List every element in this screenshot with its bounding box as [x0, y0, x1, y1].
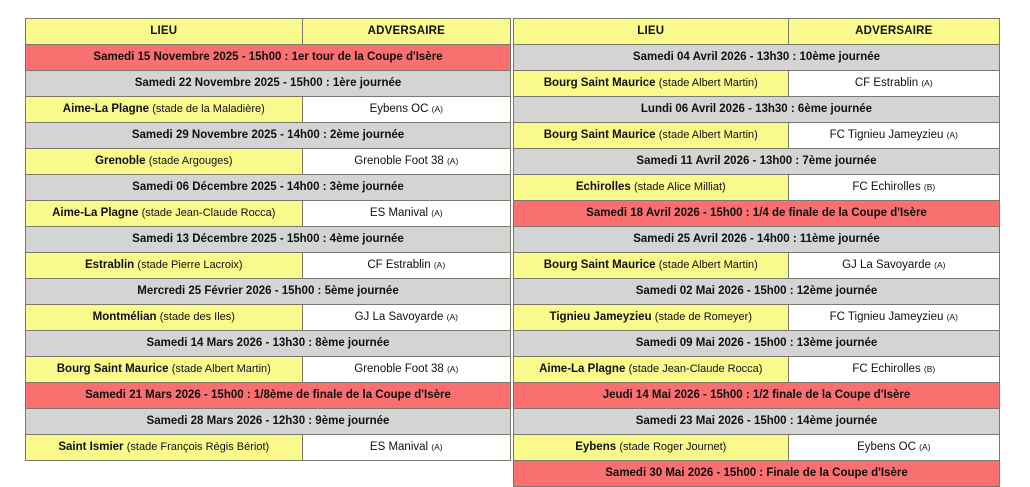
table-row	[514, 331, 1000, 357]
adversaire-name: ES Manival	[369, 441, 429, 453]
lieu-city: Bourg Saint Maurice	[56, 363, 169, 375]
adversaire-name: FC Tignieu Jameyzieu	[829, 311, 944, 323]
table-row	[26, 253, 511, 279]
table-row	[26, 305, 511, 331]
lieu-stadium: (stade François Régis Bériot)	[126, 441, 270, 453]
table-row	[514, 201, 1000, 227]
match-lieu-cell	[514, 305, 789, 331]
lieu-city: Grenoble	[95, 155, 146, 167]
column-header-adversaire: ADVERSAIRE	[788, 19, 999, 45]
table-row	[514, 71, 1000, 97]
table-row	[26, 279, 511, 305]
match-lieu-cell	[26, 201, 303, 227]
lieu-stadium: (stade Jean-Claude Rocca)	[141, 207, 276, 219]
lieu-stadium: (stade de Romeyer)	[654, 311, 753, 323]
match-lieu-cell	[26, 435, 303, 461]
journee-row: Samedi 29 Novembre 2025 - 14h00 : 2ème journée	[26, 123, 511, 149]
table-row	[514, 19, 1000, 45]
calendar-table-right	[513, 18, 1000, 487]
adversaire-team-tag: (A)	[433, 260, 446, 270]
table-row	[514, 305, 1000, 331]
lieu-city: Aime-La Plagne	[52, 207, 139, 219]
match-adversaire-cell	[302, 435, 510, 461]
adversaire-team-tag: (B)	[923, 364, 936, 374]
adversaire-name: FC Echirolles	[852, 363, 921, 375]
match-lieu-cell	[514, 435, 789, 461]
table-row	[26, 175, 511, 201]
lieu-city: Bourg Saint Maurice	[543, 259, 656, 271]
match-adversaire-cell	[302, 97, 510, 123]
adversaire-team-tag: (A)	[446, 312, 458, 322]
adversaire-team-tag: (A)	[446, 364, 459, 374]
column-header-adversaire: ADVERSAIRE	[302, 19, 510, 45]
match-lieu-cell	[514, 253, 789, 279]
match-adversaire-cell	[788, 71, 999, 97]
journee-row: Samedi 25 Avril 2026 - 14h00 : 11ème journée	[514, 227, 1000, 253]
lieu-stadium: (stade Pierre Lacroix)	[137, 259, 243, 271]
table-row	[514, 227, 1000, 253]
table-row	[514, 149, 1000, 175]
lieu-stadium: (stade des Iles)	[159, 311, 235, 323]
adversaire-team-tag: (A)	[431, 442, 443, 452]
journee-row: Samedi 22 Novembre 2025 - 15h00 : 1ère journée	[26, 71, 511, 97]
journee-row: Samedi 04 Avril 2026 - 13h30 : 10ème journée	[514, 45, 1000, 71]
table-row	[26, 331, 511, 357]
match-lieu-cell	[26, 149, 303, 175]
journee-row: Samedi 28 Mars 2026 - 12h30 : 9ème journée	[26, 409, 511, 435]
table-row	[26, 149, 511, 175]
match-adversaire-cell	[302, 253, 510, 279]
lieu-stadium: (stade Albert Martin)	[171, 363, 271, 375]
lieu-city: Echirolles	[575, 181, 631, 193]
adversaire-name: Eybens OC	[369, 103, 429, 115]
lieu-stadium: (stade Alice Milliat)	[634, 181, 726, 193]
match-adversaire-cell	[302, 201, 510, 227]
calendar-table-left	[25, 18, 511, 461]
table-row	[26, 409, 511, 435]
table-row	[26, 71, 511, 97]
adversaire-team-tag: (B)	[923, 182, 936, 192]
calendar-body-left	[26, 19, 511, 461]
adversaire-name: CF Estrablin	[854, 77, 919, 89]
match-adversaire-cell	[788, 357, 999, 383]
journee-row: Samedi 14 Mars 2026 - 13h30 : 8ème journée	[26, 331, 511, 357]
table-row	[514, 175, 1000, 201]
match-lieu-cell	[514, 123, 789, 149]
table-row	[514, 409, 1000, 435]
table-row	[26, 201, 511, 227]
adversaire-name: GJ La Savoyarde	[354, 311, 444, 323]
lieu-city: Bourg Saint Maurice	[543, 129, 656, 141]
match-lieu-cell	[26, 253, 303, 279]
lieu-city: Saint Ismier	[58, 441, 124, 453]
coupe-round-row: Samedi 30 Mai 2026 - 15h00 : Finale de la Coupe d'Isère	[514, 461, 1000, 487]
lieu-stadium: (stade de la Maladière)	[152, 103, 265, 115]
table-row	[514, 435, 1000, 461]
adversaire-team-tag: (A)	[934, 260, 946, 270]
table-row	[514, 45, 1000, 71]
match-adversaire-cell	[788, 253, 999, 279]
match-lieu-cell	[514, 357, 789, 383]
lieu-city: Estrablin	[84, 259, 135, 271]
coupe-round-row: Samedi 21 Mars 2026 - 15h00 : 1/8ème de finale de la Coupe d'Isère	[26, 383, 511, 409]
coupe-round-row: Samedi 18 Avril 2026 - 15h00 : 1/4 de finale de la Coupe d'Isère	[514, 201, 1000, 227]
table-row	[514, 357, 1000, 383]
table-row	[26, 357, 511, 383]
match-adversaire-cell	[302, 357, 510, 383]
lieu-city: Eybens	[575, 441, 617, 453]
journee-row: Lundi 06 Avril 2026 - 13h30 : 6ème journée	[514, 97, 1000, 123]
coupe-round-row: Jeudi 14 Mai 2026 - 15h00 : 1/2 finale de la Coupe d'Isère	[514, 383, 1000, 409]
match-adversaire-cell	[302, 305, 510, 331]
adversaire-name: FC Tignieu Jameyzieu	[829, 129, 944, 141]
journee-row: Samedi 23 Mai 2026 - 15h00 : 14ème journée	[514, 409, 1000, 435]
lieu-stadium: (stade Albert Martin)	[658, 129, 758, 141]
adversaire-team-tag: (A)	[946, 130, 958, 140]
table-row	[26, 97, 511, 123]
match-adversaire-cell	[788, 305, 999, 331]
table-row	[26, 45, 511, 71]
lieu-stadium: (stade Jean-Claude Rocca)	[628, 363, 763, 375]
table-row	[514, 461, 1000, 487]
lieu-stadium: (stade Albert Martin)	[658, 259, 758, 271]
table-row	[514, 383, 1000, 409]
journee-row: Samedi 11 Avril 2026 - 13h00 : 7ème journée	[514, 149, 1000, 175]
adversaire-team-tag: (A)	[921, 78, 933, 88]
column-header-lieu: LIEU	[26, 19, 303, 45]
adversaire-name: ES Manival	[369, 207, 429, 219]
adversaire-team-tag: (A)	[946, 312, 958, 322]
match-lieu-cell	[26, 97, 303, 123]
column-header-lieu: LIEU	[514, 19, 789, 45]
lieu-city: Montmélian	[92, 311, 157, 323]
table-row	[26, 435, 511, 461]
table-row	[514, 97, 1000, 123]
match-lieu-cell	[514, 175, 789, 201]
lieu-city: Aime-La Plagne	[62, 103, 150, 115]
coupe-round-row: Samedi 15 Novembre 2025 - 15h00 : 1er tour de la Coupe d'Isère	[26, 45, 511, 71]
lieu-city: Tignieu Jameyzieu	[549, 311, 652, 323]
journee-row: Samedi 13 Décembre 2025 - 15h00 : 4ème journée	[26, 227, 511, 253]
match-lieu-cell	[26, 305, 303, 331]
lieu-city: Bourg Saint Maurice	[543, 77, 656, 89]
table-row	[514, 253, 1000, 279]
adversaire-name: Grenoble Foot 38	[354, 155, 444, 167]
match-lieu-cell	[26, 357, 303, 383]
match-adversaire-cell	[788, 435, 999, 461]
match-lieu-cell	[514, 71, 789, 97]
match-adversaire-cell	[302, 149, 510, 175]
journee-row: Samedi 06 Décembre 2025 - 14h00 : 3ème journée	[26, 175, 511, 201]
lieu-stadium: (stade Argouges)	[148, 155, 233, 167]
lieu-stadium: (stade Roger Journet)	[619, 441, 727, 453]
table-row	[514, 279, 1000, 305]
adversaire-team-tag: (A)	[431, 104, 443, 114]
journee-row: Samedi 09 Mai 2026 - 15h00 : 13ème journée	[514, 331, 1000, 357]
journee-row: Samedi 02 Mai 2026 - 15h00 : 12ème journée	[514, 279, 1000, 305]
adversaire-name: CF Estrablin	[367, 259, 431, 271]
adversaire-name: Grenoble Foot 38	[354, 363, 444, 375]
calendar-body-right	[514, 19, 1000, 487]
match-adversaire-cell	[788, 123, 999, 149]
table-row	[514, 123, 1000, 149]
table-row	[26, 19, 511, 45]
table-row	[26, 227, 511, 253]
adversaire-team-tag: (A)	[919, 442, 931, 452]
lieu-city: Aime-La Plagne	[539, 363, 626, 375]
match-adversaire-cell	[788, 175, 999, 201]
table-row	[26, 123, 511, 149]
adversaire-name: GJ La Savoyarde	[842, 259, 931, 271]
adversaire-team-tag: (A)	[446, 156, 459, 166]
lieu-stadium: (stade Albert Martin)	[658, 77, 758, 89]
journee-row: Mercredi 25 Février 2026 - 15h00 : 5ème journée	[26, 279, 511, 305]
table-row	[26, 383, 511, 409]
adversaire-name: Eybens OC	[857, 441, 916, 453]
adversaire-name: FC Echirolles	[852, 181, 921, 193]
adversaire-team-tag: (A)	[431, 208, 443, 218]
